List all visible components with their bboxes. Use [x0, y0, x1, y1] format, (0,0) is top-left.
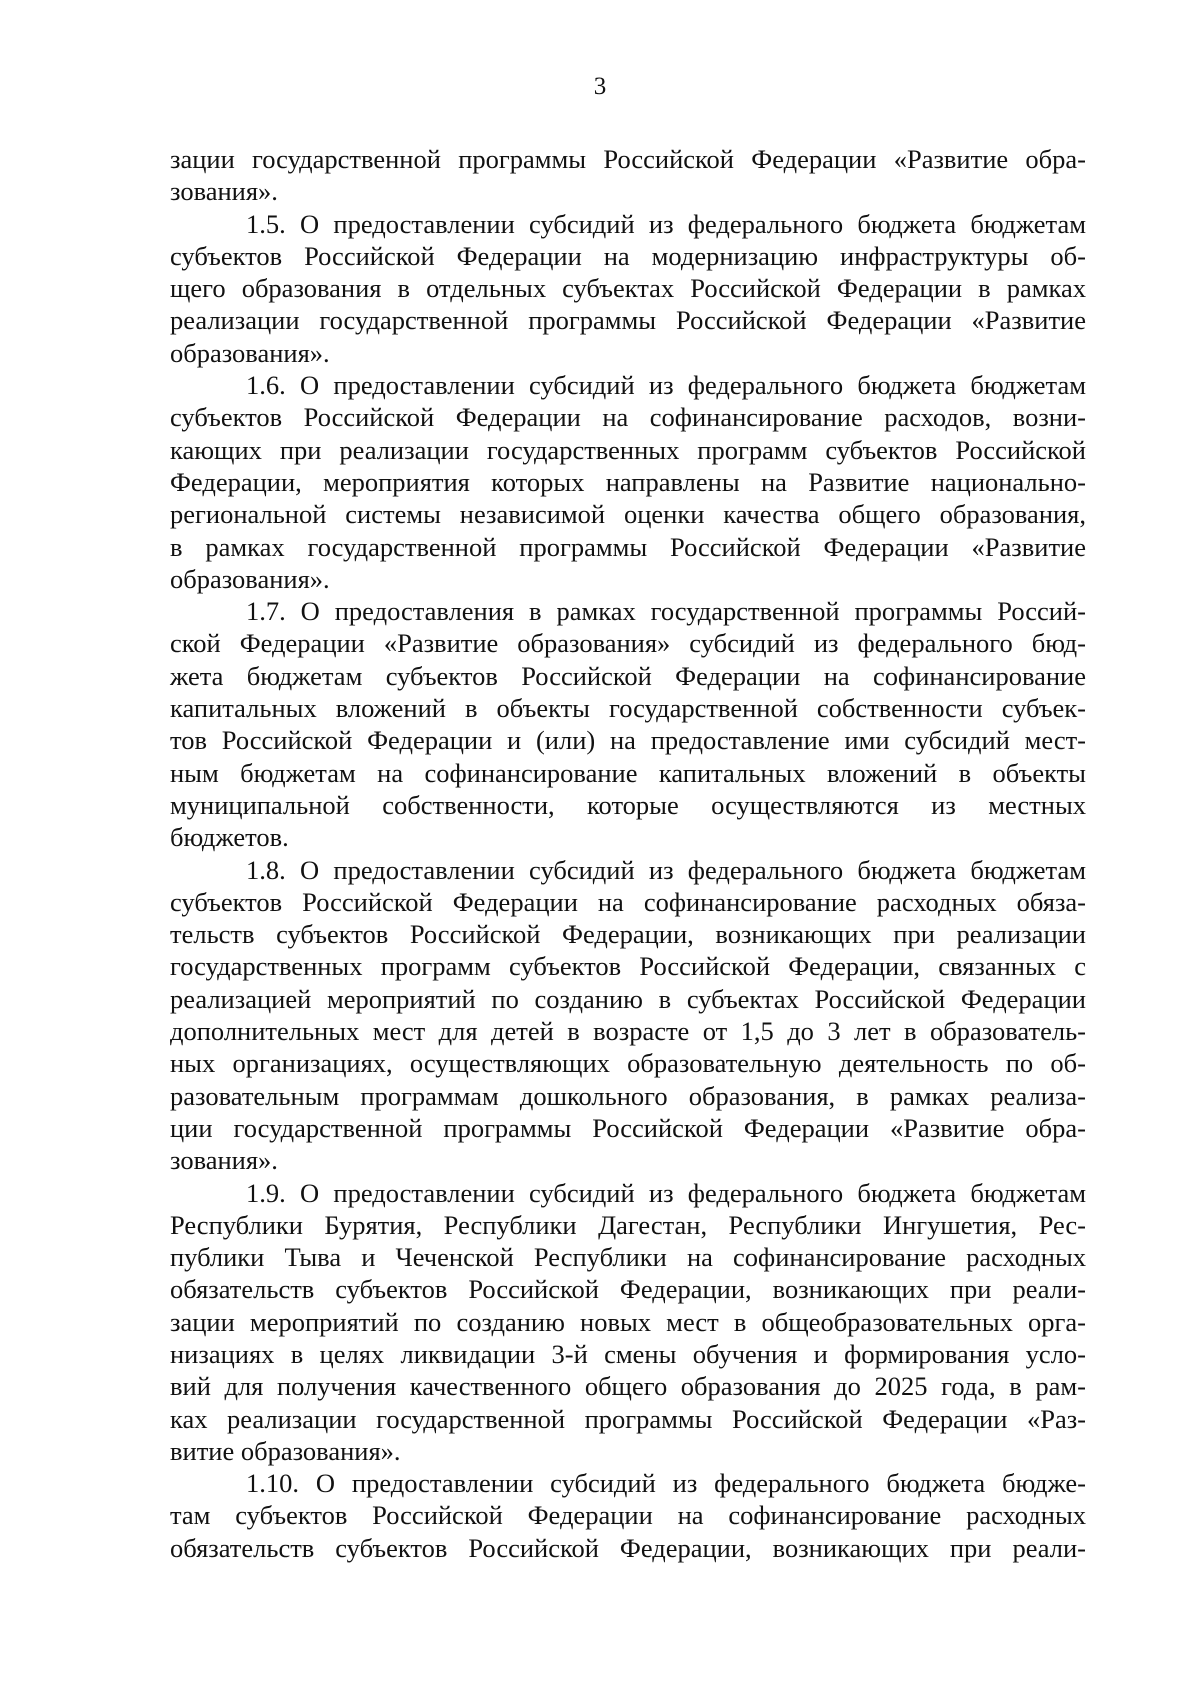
text-line: субъектов Российской Федерации на софинансирование расходов, возни-	[170, 402, 1086, 433]
text-line: щего образования в отдельных субъектах Российской Федерации в рамках	[170, 273, 1086, 304]
text-line: ской Федерации «Развитие образования» субсидий из федерального бюд-	[170, 628, 1086, 659]
text-line: кающих при реализации государственных программ субъектов Российской	[170, 434, 1086, 465]
text-line: вий для получения качественного общего образования до 2025 года, в рам-	[170, 1371, 1086, 1402]
text-line: образования».	[170, 337, 330, 368]
text-line: субъектов Российской Федерации на софинансирование расходных обяза-	[170, 886, 1086, 917]
text-line: реализацией мероприятий по созданию в субъектах Российской Федерации	[170, 983, 1086, 1014]
text-line: там субъектов Российской Федерации на софинансирование расходных	[170, 1500, 1086, 1531]
paragraph	[170, 208, 1086, 369]
page-number: 3	[593, 73, 607, 100]
text-line: 1.7. О предоставления в рамках государственной программы Россий-	[246, 596, 1086, 627]
text-line: субъектов Российской Федерации на модернизацию инфраструктуры об-	[170, 240, 1086, 271]
text-line: зования».	[170, 1145, 278, 1176]
document-body	[170, 143, 1086, 1564]
paragraph	[170, 595, 1086, 853]
text-line: 1.8. О предоставлении субсидий из федерального бюджета бюджетам	[246, 854, 1086, 885]
text-line: бюджетов.	[170, 822, 289, 853]
text-line: реализации государственной программы Российской Федерации «Развитие	[170, 305, 1086, 336]
text-line: муниципальной собственности, которые осуществляются из местных	[170, 789, 1086, 820]
text-line: жета бюджетам субъектов Российской Федерации на софинансирование	[170, 660, 1086, 691]
text-line: 1.5. О предоставлении субсидий из федерального бюджета бюджетам	[246, 208, 1086, 239]
text-line: обязательств субъектов Российской Федерации, возникающих при реали-	[170, 1274, 1086, 1305]
text-line: государственных программ субъектов Российской Федерации, связанных с	[170, 951, 1086, 982]
text-line: ции государственной программы Российской Федерации «Развитие обра-	[170, 1112, 1086, 1143]
text-line: тельств субъектов Российской Федерации, возникающих при реализации	[170, 919, 1086, 950]
text-line: зации государственной программы Российской Федерации «Развитие обра-	[170, 144, 1086, 174]
text-line: зации мероприятий по созданию новых мест в общеобразовательных орга-	[170, 1306, 1086, 1337]
paragraph	[170, 1467, 1086, 1564]
text-line: региональной системы независимой оценки качества общего образования,	[170, 499, 1086, 530]
paragraph	[170, 854, 1086, 1177]
paragraph	[170, 143, 1086, 208]
text-line: низациях в целях ликвидации 3-й смены обучения и формирования усло-	[170, 1338, 1086, 1369]
text-line: 1.6. О предоставлении субсидий из федерального бюджета бюджетам	[246, 370, 1086, 401]
text-line: капитальных вложений в объекты государственной собственности субъек-	[170, 693, 1086, 724]
text-line: образования».	[170, 563, 330, 594]
text-line: публики Тыва и Чеченской Республики на софинансирование расходных	[170, 1242, 1086, 1273]
paragraph	[170, 1177, 1086, 1468]
text-line: тов Российской Федерации и (или) на предоставление ими субсидий мест-	[170, 725, 1086, 756]
text-line: витие образования».	[170, 1435, 401, 1466]
text-line: обязательств субъектов Российской Федерации, возникающих при реали-	[170, 1532, 1086, 1563]
text-line: зования».	[170, 176, 278, 207]
paragraph	[170, 369, 1086, 595]
text-line: ках реализации государственной программы Российской Федерации «Раз-	[170, 1403, 1086, 1434]
text-line: Республики Бурятия, Республики Дагестан, Республики Ингушетия, Рес-	[170, 1209, 1086, 1240]
text-line: в рамках государственной программы Российской Федерации «Развитие	[170, 531, 1086, 562]
text-line: 1.10. О предоставлении субсидий из федерального бюджета бюдже-	[246, 1468, 1086, 1499]
text-line: ным бюджетам на софинансирование капитальных вложений в объекты	[170, 757, 1086, 788]
text-line: ных организациях, осуществляющих образовательную деятельность по об-	[170, 1048, 1086, 1079]
text-line: Федерации, мероприятия которых направлены на Развитие национально-	[170, 466, 1086, 497]
text-line: 1.9. О предоставлении субсидий из федерального бюджета бюджетам	[246, 1177, 1086, 1208]
text-line: дополнительных мест для детей в возрасте от 1,5 до 3 лет в образователь-	[170, 1016, 1086, 1047]
text-line: разовательным программам дошкольного образования, в рамках реализа-	[170, 1080, 1086, 1111]
